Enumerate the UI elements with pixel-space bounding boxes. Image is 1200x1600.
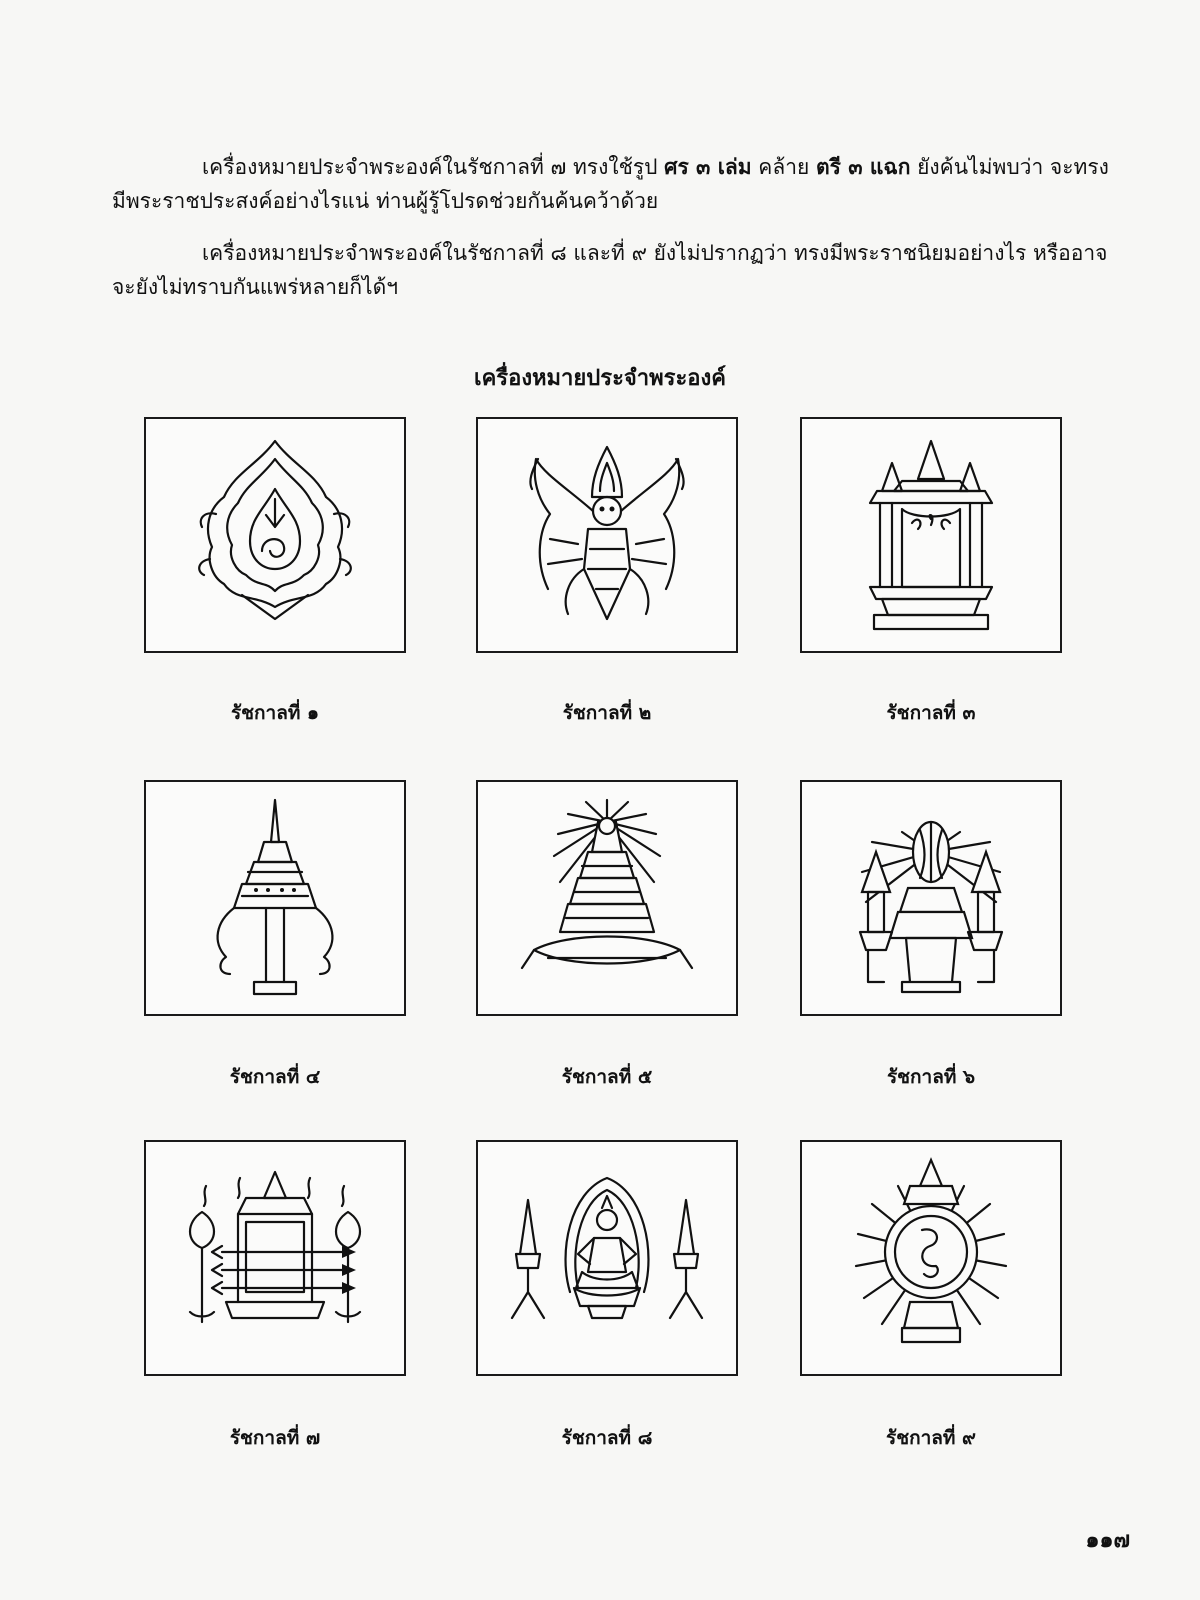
emblem-box-4 (144, 780, 406, 1016)
garuda-emblem-icon (478, 419, 736, 651)
emblem-box-1 (144, 417, 406, 653)
paragraph-text: เครื่องหมายประจำพระองค์ในรัชกาลที่ ๗ ทรงใช้รูป (202, 155, 665, 179)
emblem-box-5 (476, 780, 738, 1016)
caption-reign-4: รัชกาลที่ ๔ (229, 1066, 321, 1088)
bold-text-trident: ตรี ๓ แฉก (815, 154, 911, 179)
bold-text-three-arrows: ศร ๓ เล่ม (664, 154, 752, 179)
three-arrows-emblem-icon (146, 1142, 404, 1374)
caption-reign-7: รัชกาลที่ ๗ (229, 1427, 321, 1449)
royal-crown-emblem-icon (146, 782, 404, 1014)
section-heading: เครื่องหมายประจำพระองค์ (474, 365, 726, 391)
paragraph-reign-7 (112, 150, 1122, 218)
caption-reign-1: รัชกาลที่ ๑ (230, 702, 320, 724)
paragraph-text: คล้าย (751, 155, 816, 179)
emblem-box-8 (476, 1140, 738, 1376)
emblem-box-2 (476, 417, 738, 653)
page-number: ๑๑๗ (1085, 1527, 1130, 1553)
paragraph-text: เครื่องหมายประจำพระองค์ในรัชกาลที่ ๘ และที่ ๙ ยังไม่ปรากฏว่า ทรงมีพระราชนิยมอย่างไร หรืออาจจะยังไม่ทราบกันแพร่หลายก็ได้ฯ (112, 241, 1108, 299)
crown-sun-emblem-icon (802, 1142, 1060, 1374)
emblem-box-3 (800, 417, 1062, 653)
thunderbolt-emblem-icon (802, 782, 1060, 1014)
emblem-box-6 (800, 780, 1062, 1016)
lotus-flame-emblem-icon (146, 419, 404, 651)
caption-reign-3: รัชกาลที่ ๓ (886, 702, 976, 724)
caption-reign-6: รัชกาลที่ ๖ (886, 1066, 976, 1088)
emblem-box-9 (800, 1140, 1062, 1376)
pavilion-emblem-icon (802, 419, 1060, 651)
deity-on-lotus-emblem-icon (478, 1142, 736, 1374)
caption-reign-9: รัชกาลที่ ๙ (886, 1427, 976, 1449)
emblem-box-7 (144, 1140, 406, 1376)
paragraph-reign-8-9 (112, 236, 1122, 304)
crown-on-cushion-emblem-icon (478, 782, 736, 1014)
caption-reign-2: รัชกาลที่ ๒ (562, 702, 652, 724)
caption-reign-8: รัชกาลที่ ๘ (561, 1427, 653, 1449)
caption-reign-5: รัชกาลที่ ๕ (561, 1066, 653, 1088)
paragraph-text: ยังค้นไม่พบว่า จะทรงมีพระราชประสงค์อย่างไรแน่ ท่านผู้รู้โปรดช่วยกันค้นคว้าด้วย (112, 155, 1109, 213)
